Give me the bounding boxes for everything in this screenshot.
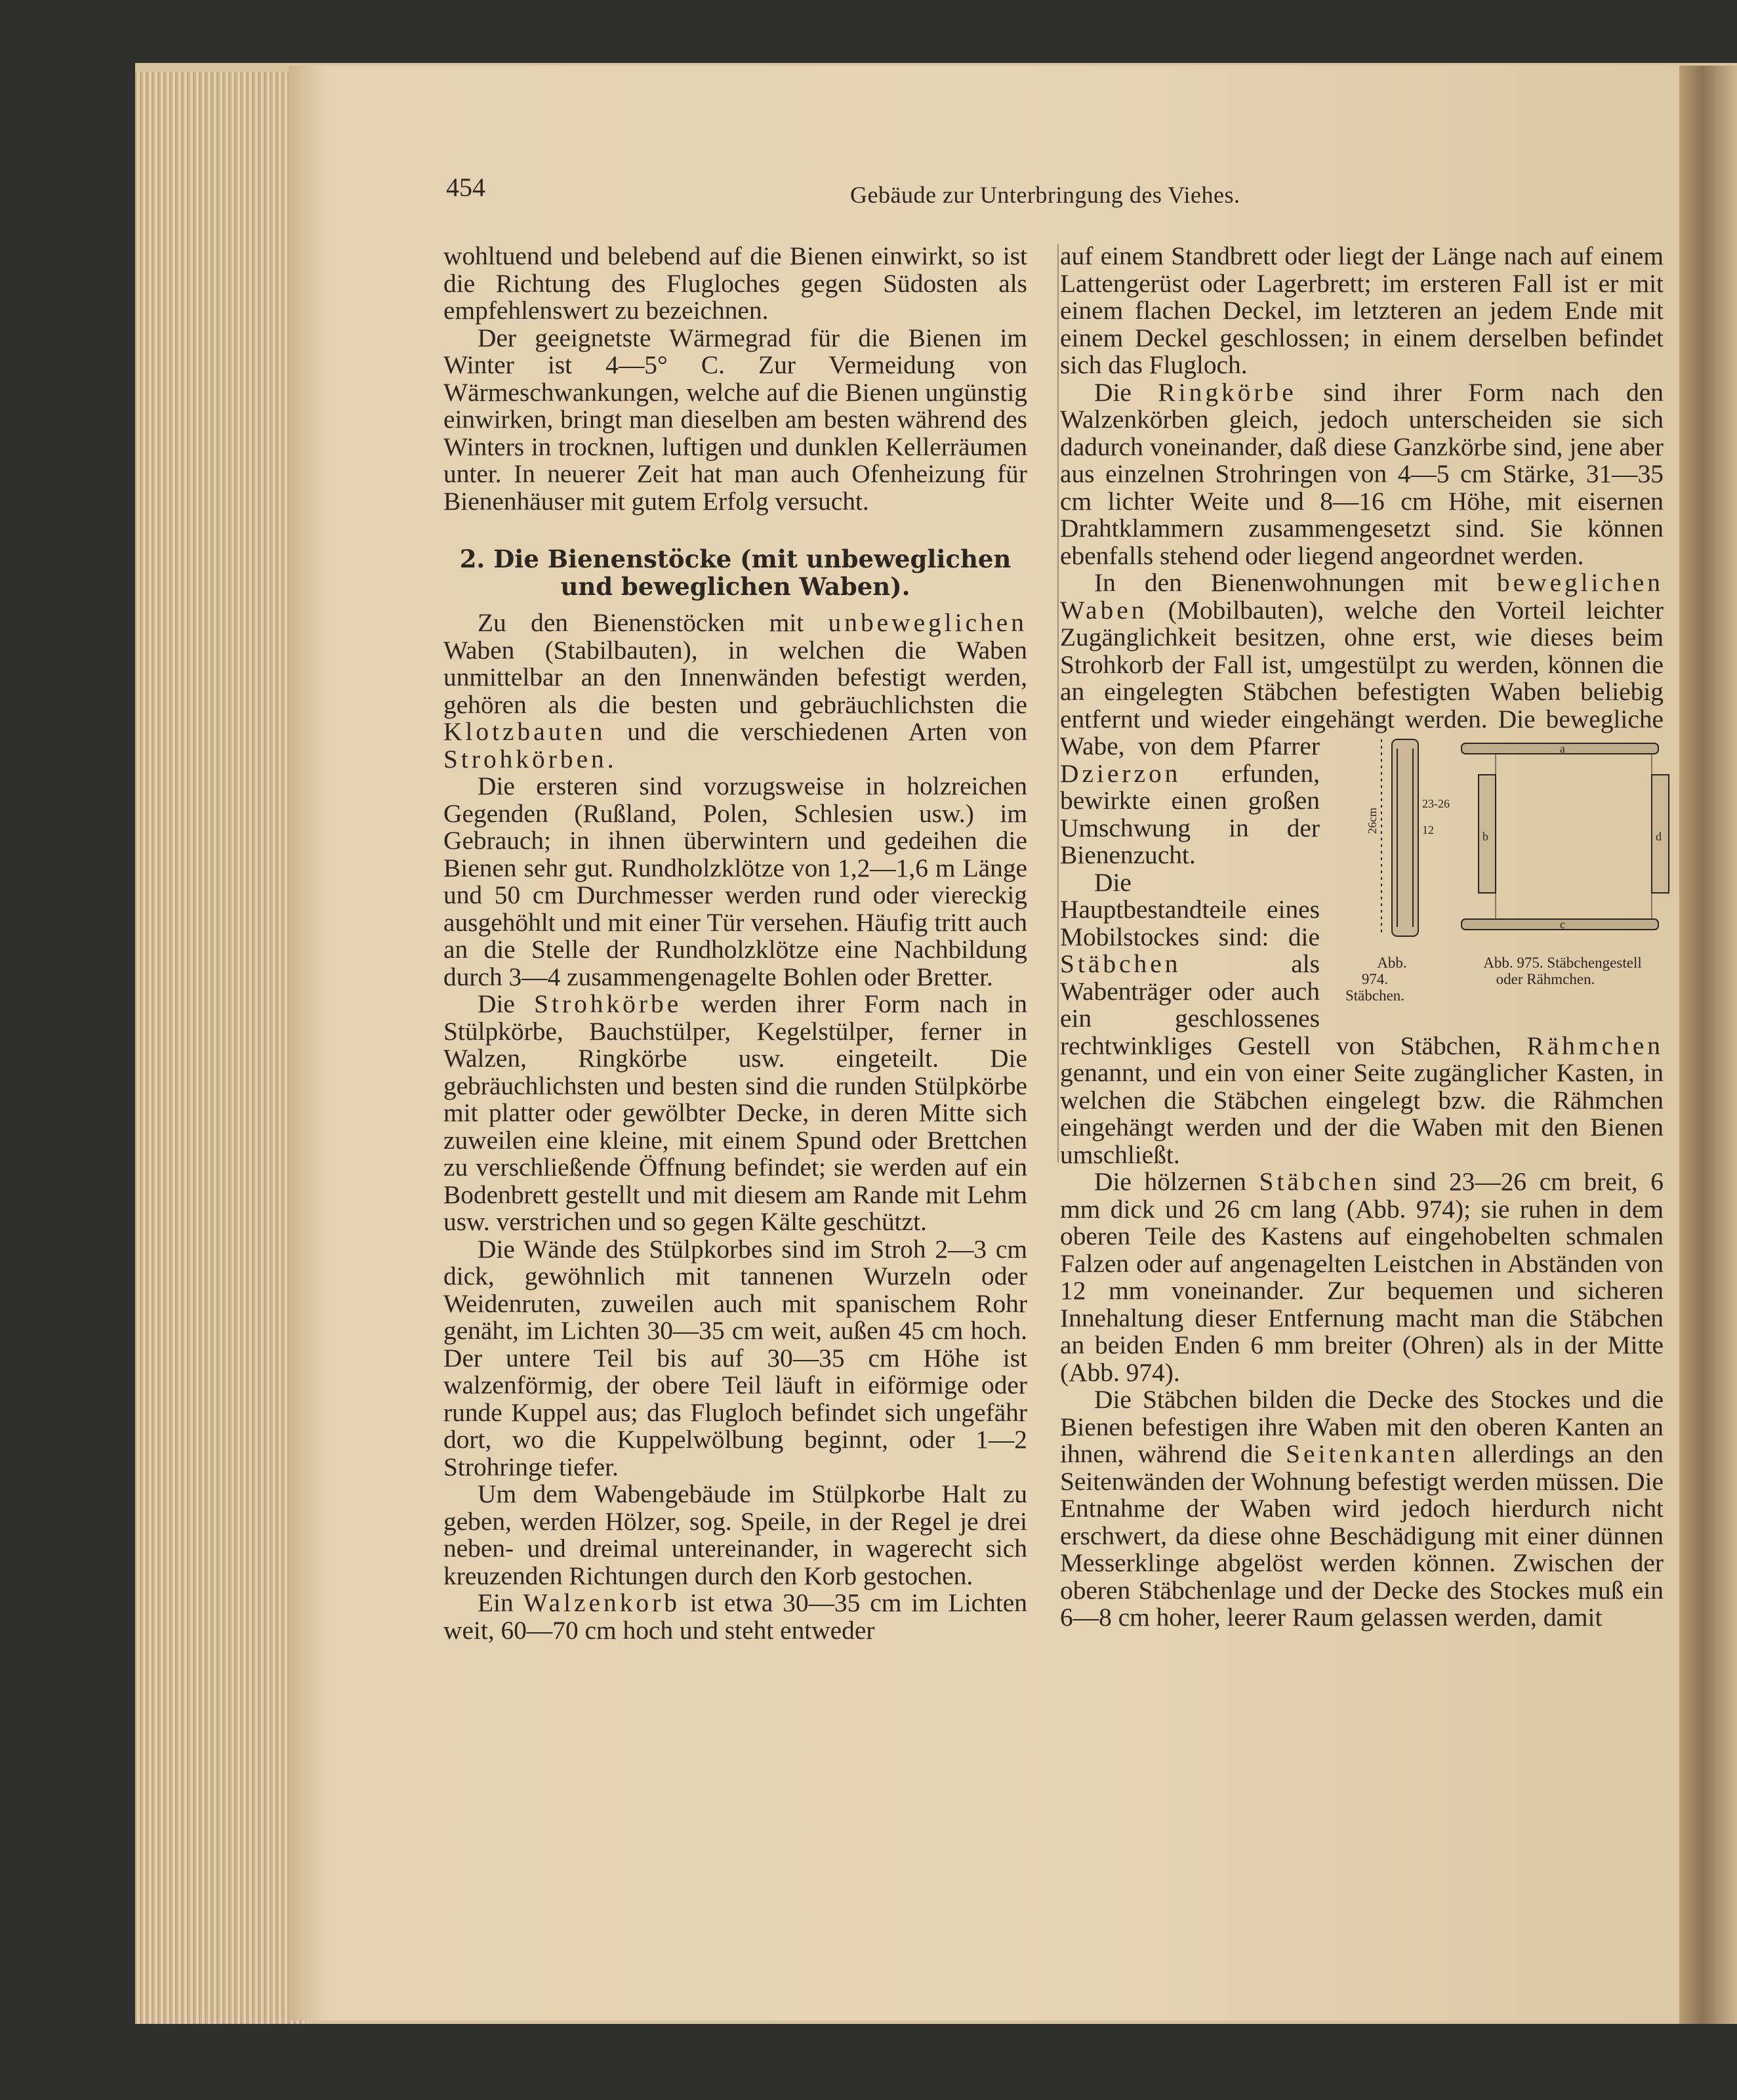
label-c: c	[1560, 918, 1565, 931]
paragraph: auf einem Standbrett oder liegt der Länge nach auf einem Lattengerüst oder Lagerbrett; im ersteren Fall ist er mit einem flachen Deckel, im letzteren an jedem Ende mit einem Deckel geschlossen; in einem derselben befindet sich das Flugloch.	[1060, 241, 1664, 379]
caption-975: Abb. 975. Stäbchengestell oder Rähmchen.	[1483, 955, 1642, 987]
label-b: b	[1482, 830, 1488, 843]
spaced-term: Dzierzon	[1060, 758, 1181, 788]
label-23-26: 23-26	[1422, 797, 1450, 810]
paragraph: Ein Walzenkorb ist etwa 30—35 cm im Lichten weit, 60—70 cm hoch und steht entweder	[443, 1588, 1027, 1645]
spaced-term: unbeweglichen	[828, 608, 1027, 637]
label-12: 12	[1422, 823, 1434, 836]
paragraph: In den Bienenwohnungen mit beweglichen Waben (Mobilbauten), welche den Vorteil leichter Zugänglichkeit besitzen, ohne erst, wie dieses beim Strohkorb der Fall ist, umgestülpt zu werden, können die an eingelegten Stäbchen befestigten Waben beliebig entfernt und wieder eingehängt werden. Die bewegliche Wabe, von dem Pfarrer 26cm 23-26 12 a b c d Abb. 974. Stäbchen. Abb. 975. Stäbchengestell oder Rähmchen. Dzierzon erfunden, bewirkte einen großen Umschwung in der Bienenzucht.	[1060, 569, 1664, 869]
paragraph: Die hölzernen Stäbchen sind 23—26 cm breit, 6 mm dick und 26 cm lang (Abb. 974); sie ruhen in dem oberen Teile des Kastens auf eingehobelten schmalen Falzen oder auf angenagelten Leistchen in Abständen von 12 mm voneinander. Zur bequemen und sicheren Innehaltung dieser Entfernung macht man die Stäbchen an beiden Enden 6 mm breiter (Ohren) als in der Mitte (Abb. 974).	[1060, 1167, 1664, 1387]
spaced-term: Ringkörbe	[1158, 377, 1297, 407]
section-heading: 2. Die Bienenstöcke (mit unbeweglichen und beweglichen Waben).	[459, 545, 1012, 601]
spaced-term: Walzenkorb	[523, 1588, 680, 1617]
paragraph: Um dem Wabengebäude im Stülpkorbe Halt zu geben, werden Hölzer, sog. Speile, in der Regel je drei neben- und dreimal untereinander, in wagerecht sich kreuzenden Richtungen durch den Korb gestochen.	[443, 1479, 1027, 1590]
paragraph: wohltuend und belebend auf die Bienen einwirkt, so ist die Richtung des Flugloches gegen Südosten als empfehlenswert zu bezeichnen.	[443, 241, 1027, 325]
paragraph: Die Wände des Stülpkorbes sind im Stroh 2—3 cm dick, gewöhnlich mit tannenen Wurzeln oder Weidenruten, zuweilen auch mit spanischem Rohr genäht, im Lichten 30—35 cm weit, außen 45 cm hoch. Der untere Teil bis auf 30—35 cm Höhe ist walzenförmig, der obere Teil läuft in eiförmige oder runde Kuppel aus; das Flugloch befindet sich ungefähr dort, wo die Kuppelwölbung beginnt, oder 1—2 Strohringe tiefer.	[443, 1234, 1027, 1481]
spaced-term: Rähmchen	[1526, 1031, 1664, 1060]
paragraph: Der geeignetste Wärmegrad für die Bienen im Winter ist 4—5° C. Zur Vermeidung von Wärmeschwankungen, welche auf die Bienen ungünstig einwirken, bringt man dieselben am besten während des Winters in trocknen, luftigen und dunklen Kellerräumen unter. In neuerer Zeit hat man auch Ofenheizung für Bienenhäuser mit gutem Erfolg versucht.	[443, 323, 1027, 516]
spaced-term: Seitenkanten	[1286, 1439, 1459, 1468]
right-column	[1060, 243, 1664, 1632]
book-gutter	[1679, 66, 1737, 2027]
paragraph: Zu den Bienenstöcken mit unbeweglichen Waben (Stabilbauten), in welchen die Waben unmittelbar an den Innenwänden befestigt werden, gehören als die besten und gebräuchlichsten die Klotzbauten und die verschiedenen Arten von Strohkörben.	[443, 608, 1027, 773]
spaced-term: Strohkörbe	[534, 989, 682, 1018]
page-number: 454	[446, 173, 485, 202]
spaced-term: beweglichen Waben	[1060, 568, 1664, 625]
left-column	[443, 243, 1027, 1644]
paragraph: Die ersteren sind vorzugsweise in holzreichen Gegenden (Rußland, Polen, Schlesien usw.) im Gebrauch; in ihnen überwintern und gedeihen die Bienen sehr gut. Rundholzklötze von 1,2—1,6 m Länge und 50 cm Durchmesser werden rund oder viereckig ausgehöhlt und mit einer Tür versehen. Häufig tritt auch an die Stelle der Rundholzklötze eine Nachbildung durch 3—4 zusammengenagelte Bohlen oder Bretter.	[443, 772, 1027, 991]
page-edges	[135, 72, 306, 2027]
paragraph: Die Strohkörbe werden ihrer Form nach in Stülpkörbe, Bauchstülper, Kegelstülper, ferner in Walzen, Ringkörbe usw. eingeteilt. Die gebräuchlichsten und besten sind die runden Stülpkörbe mit platter oder gewölbter Decke, in deren Mitte sich zuweilen eine kleine, mit einem Spund oder Brettchen zu verschließende Öffnung befindet; sie werden auf ein Bodenbrett gestellt und mit diesem am Rande mit Lehm usw. verstrichen und so gegen Kälte geschützt.	[443, 989, 1027, 1236]
caption-974: Abb. 974. Stäbchen.	[1345, 955, 1407, 1004]
paragraph: Die Ringkörbe sind ihrer Form nach den Walzenkörben gleich, jedoch unterscheiden sie sich dadurch voneinander, daß diese Ganzkörbe sind, jene aber aus einzelnen Strohringen von 4—5 cm Stärke, 31—35 cm lichter Weite und 8—16 cm Höhe, mit eisernen Drahtklammern zusammengesetzt sind. Sie können ebenfalls stehend oder liegend angeordnet werden.	[1060, 377, 1664, 570]
label-26cm: 26cm	[1366, 808, 1379, 834]
spaced-term: Stäbchen	[1259, 1167, 1380, 1196]
spaced-term: Strohkörben.	[443, 744, 617, 773]
label-a: a	[1560, 742, 1565, 755]
column-divider	[1057, 244, 1059, 1163]
stabchen-rahmchen-illustration	[1363, 735, 1698, 952]
paragraph: Die Stäbchen bilden die Decke des Stockes und die Bienen befestigen ihre Waben mit den oberen Kanten an ihnen, während die Seitenkanten allerdings an den Seitenwänden der Wohnung befestigt werden müssen. Die Entnahme der Waben wird jedoch hierdurch nicht erschwert, da diese ohne Beschädigung mit einer dünnen Messerklinge abgelöst werden können. Zwischen der oberen Stäbchenlage und der Decke des Stockes muß ein 6—8 cm hoher, leerer Raum gelassen werden, damit	[1060, 1385, 1664, 1632]
background-bottom	[135, 2024, 1737, 2100]
paragraph: Die Hauptbestandteile eines Mobilstockes sind: die Stäbchen als Wabenträger oder auch ein geschlossenes rechtwinkliges Gestell von Stäbchen, Rähmchen genannt, und ein von einer Seite zugänglicher Kasten, in welchen die Stäbchen eingelegt bzw. die Rähmchen eingehängt werden und der die Waben mit den Bienen umschließt.	[1060, 867, 1664, 1169]
running-title: Gebäude zur Unterbringung des Viehes.	[850, 182, 1240, 208]
figure-974-975	[1329, 735, 1664, 1004]
spaced-term: Klotzbauten	[443, 717, 606, 746]
label-d: d	[1656, 830, 1662, 843]
spaced-term: Stäbchen	[1060, 949, 1181, 978]
